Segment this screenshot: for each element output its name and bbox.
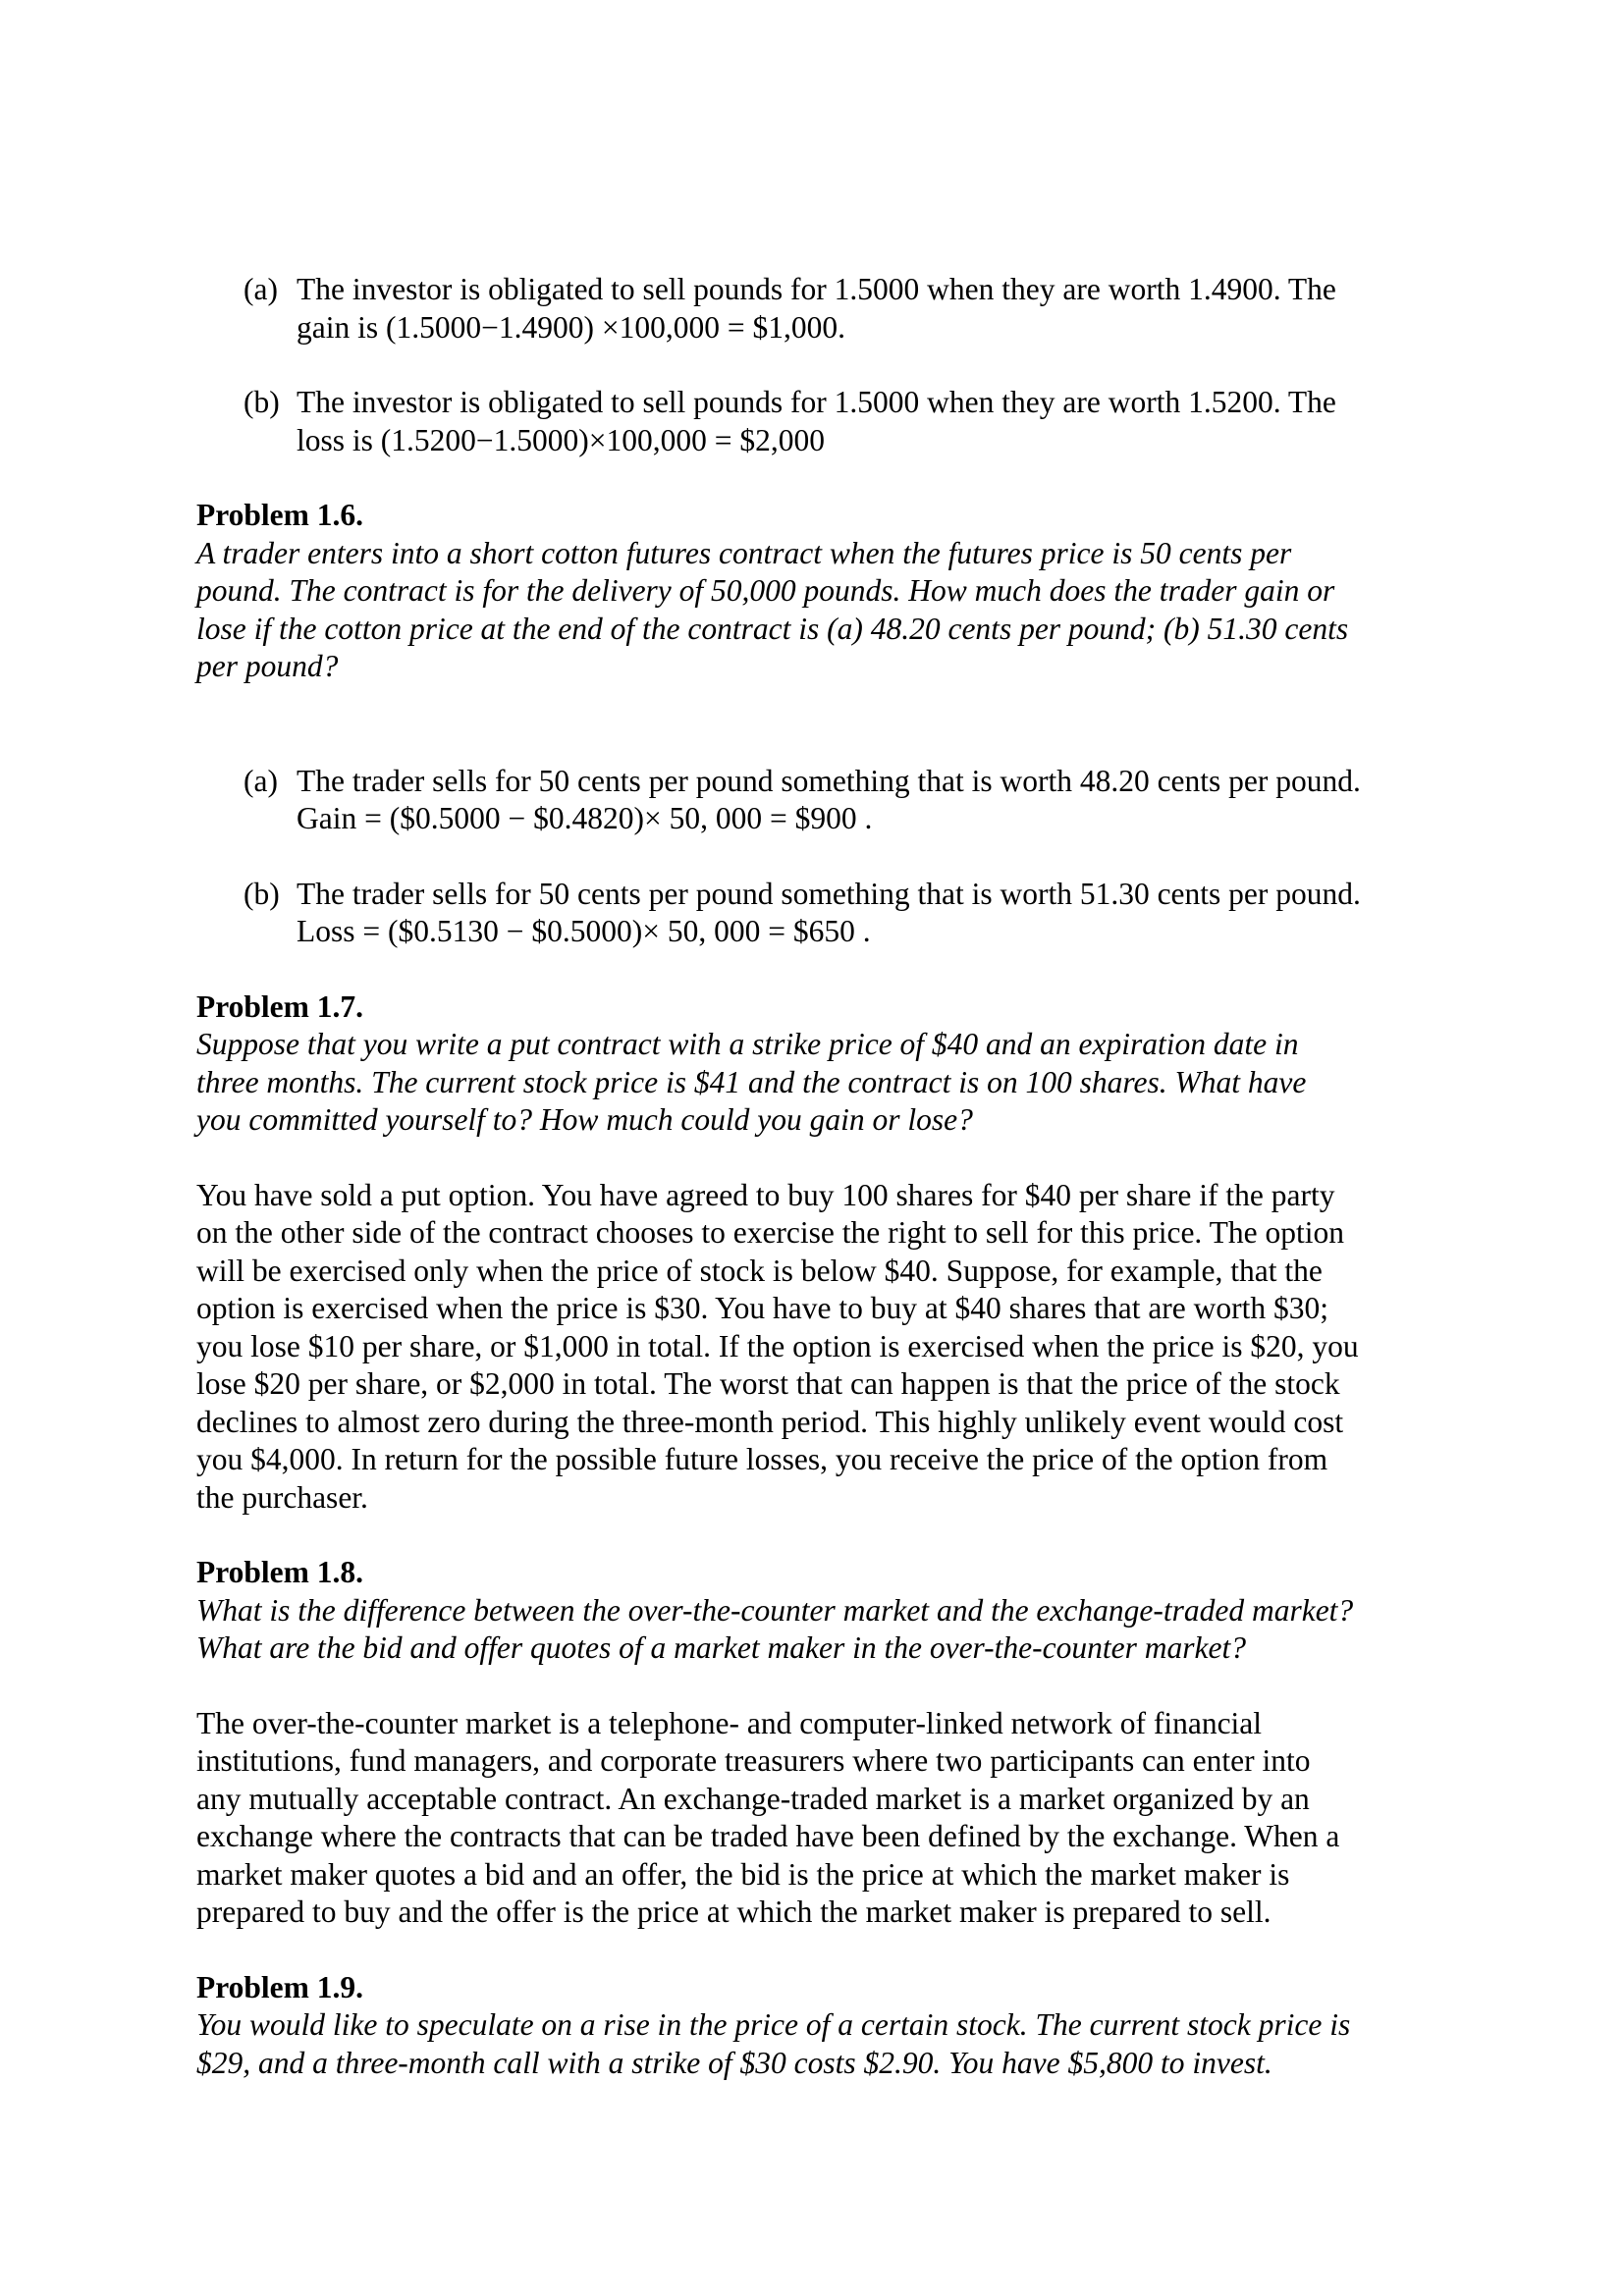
item-label: (b)	[243, 385, 280, 419]
answer-line: You have sold a put option. You have agreed to buy 100 shares for $40 per share if the party	[196, 1177, 1335, 1212]
item-line: The investor is obligated to sell pounds for 1.5000 when they are worth 1.4900. The	[297, 272, 1336, 306]
question-line: Suppose that you write a put contract with a strike price of $40 and an expiration date in	[196, 1027, 1299, 1061]
item-line: Gain = ($0.5000 − $0.4820)× 50, 000 = $900 .	[297, 801, 873, 835]
answer-line: prepared to buy and the offer is the price at which the market maker is prepared to sell.	[196, 1895, 1271, 1929]
question-line: per pound?	[196, 649, 339, 683]
item-line: The trader sells for 50 cents per pound something that is worth 48.20 cents per pound.	[297, 763, 1361, 798]
answer-item-a	[243, 271, 1453, 347]
question-line: What is the difference between the over-the-counter market and the exchange-traded market?	[196, 1592, 1354, 1628]
item-line: The trader sells for 50 cents per pound something that is worth 51.30 cents per pound.	[297, 876, 1361, 911]
problem-question	[196, 2006, 1453, 2082]
question-line: What are the bid and offer quotes of a market maker in the over-the-counter market?	[196, 1630, 1246, 1665]
question-line: pound. The contract is for the delivery of 50,000 pounds. How much does the trader gain or	[196, 573, 1335, 608]
answer-line: declines to almost zero during the three-month period. This highly unlikely event would cost	[196, 1404, 1344, 1439]
problem-answer	[196, 1705, 1453, 1932]
answer-line: exchange where the contracts that can be traded have been defined by the exchange. When a	[196, 1819, 1340, 1853]
answer-line: you $4,000. In return for the possible future losses, you receive the price of the option from	[196, 1442, 1328, 1476]
item-line: loss is (1.5200−1.5000)×100,000 = $2,000	[297, 422, 826, 457]
question-line: three months. The current stock price is $41 and the contract is on 100 shares. What have	[196, 1064, 1307, 1099]
item-label: (a)	[243, 763, 278, 798]
item-line: The investor is obligated to sell pounds for 1.5000 when they are worth 1.5200. The	[297, 385, 1336, 419]
document-page	[196, 271, 1453, 2082]
answer-line: you lose $10 per share, or $1,000 in total. If the option is exercised when the price is $20, you	[196, 1328, 1359, 1363]
answer-line: on the other side of the contract chooses to exercise the right to sell for this price. The option	[196, 1215, 1344, 1250]
answer-item-b	[243, 876, 1453, 951]
answer-line: will be exercised only when the price of stock is below $40. Suppose, for example, that the	[196, 1253, 1323, 1288]
problem-heading: Problem 1.9.	[196, 1969, 364, 2004]
problem-heading: Problem 1.8.	[196, 1555, 364, 1589]
answer-line: any mutually acceptable contract. An exchange-traded market is a market organized by an	[196, 1781, 1310, 1816]
answer-line: market maker quotes a bid and an offer, the bid is the price at which the market maker is	[196, 1856, 1290, 1892]
item-body	[297, 763, 1453, 838]
question-line: you committed yourself to? How much could you gain or lose?	[196, 1102, 973, 1137]
answer-item-a	[243, 763, 1453, 838]
question-line: lose if the cotton price at the end of the contract is (a) 48.20 cents per pound; (b) 51.30 cents	[196, 611, 1349, 646]
item-label: (a)	[243, 272, 278, 306]
item-line: Loss = ($0.5130 − $0.5000)× 50, 000 = $650 .	[297, 914, 871, 948]
answer-line: The over-the-counter market is a telephone- and computer-linked network of financial	[196, 1705, 1263, 1740]
answer-line: lose $20 per share, or $2,000 in total. The worst that can happen is that the price of the stock	[196, 1366, 1340, 1401]
item-label: (b)	[243, 876, 280, 911]
problem-answer	[196, 1177, 1453, 1518]
item-body	[297, 876, 1453, 951]
answer-line: the purchaser.	[196, 1479, 368, 1515]
question-line: A trader enters into a short cotton futures contract when the futures price is 50 cents per	[196, 535, 1292, 570]
problem-question	[196, 1592, 1453, 1668]
question-line: $29, and a three-month call with a strike of $30 costs $2.90. You have $5,800 to invest.	[196, 2045, 1272, 2080]
answer-line: option is exercised when the price is $30. You have to buy at $40 shares that are worth $30;	[196, 1291, 1329, 1325]
item-body	[297, 384, 1453, 459]
problem-question	[196, 1026, 1453, 1140]
item-line: gain is (1.5000−1.4900) ×100,000 = $1,000.	[297, 309, 846, 345]
problem-heading: Problem 1.6.	[196, 498, 364, 532]
answer-line: institutions, fund managers, and corporate treasurers where two participants can enter into	[196, 1743, 1311, 1778]
problem-question	[196, 535, 1453, 686]
question-line: You would like to speculate on a rise in the price of a certain stock. The current stock price is	[196, 2007, 1351, 2042]
problem-heading: Problem 1.7.	[196, 988, 364, 1024]
item-body	[297, 271, 1453, 347]
answer-item-b	[243, 384, 1453, 459]
